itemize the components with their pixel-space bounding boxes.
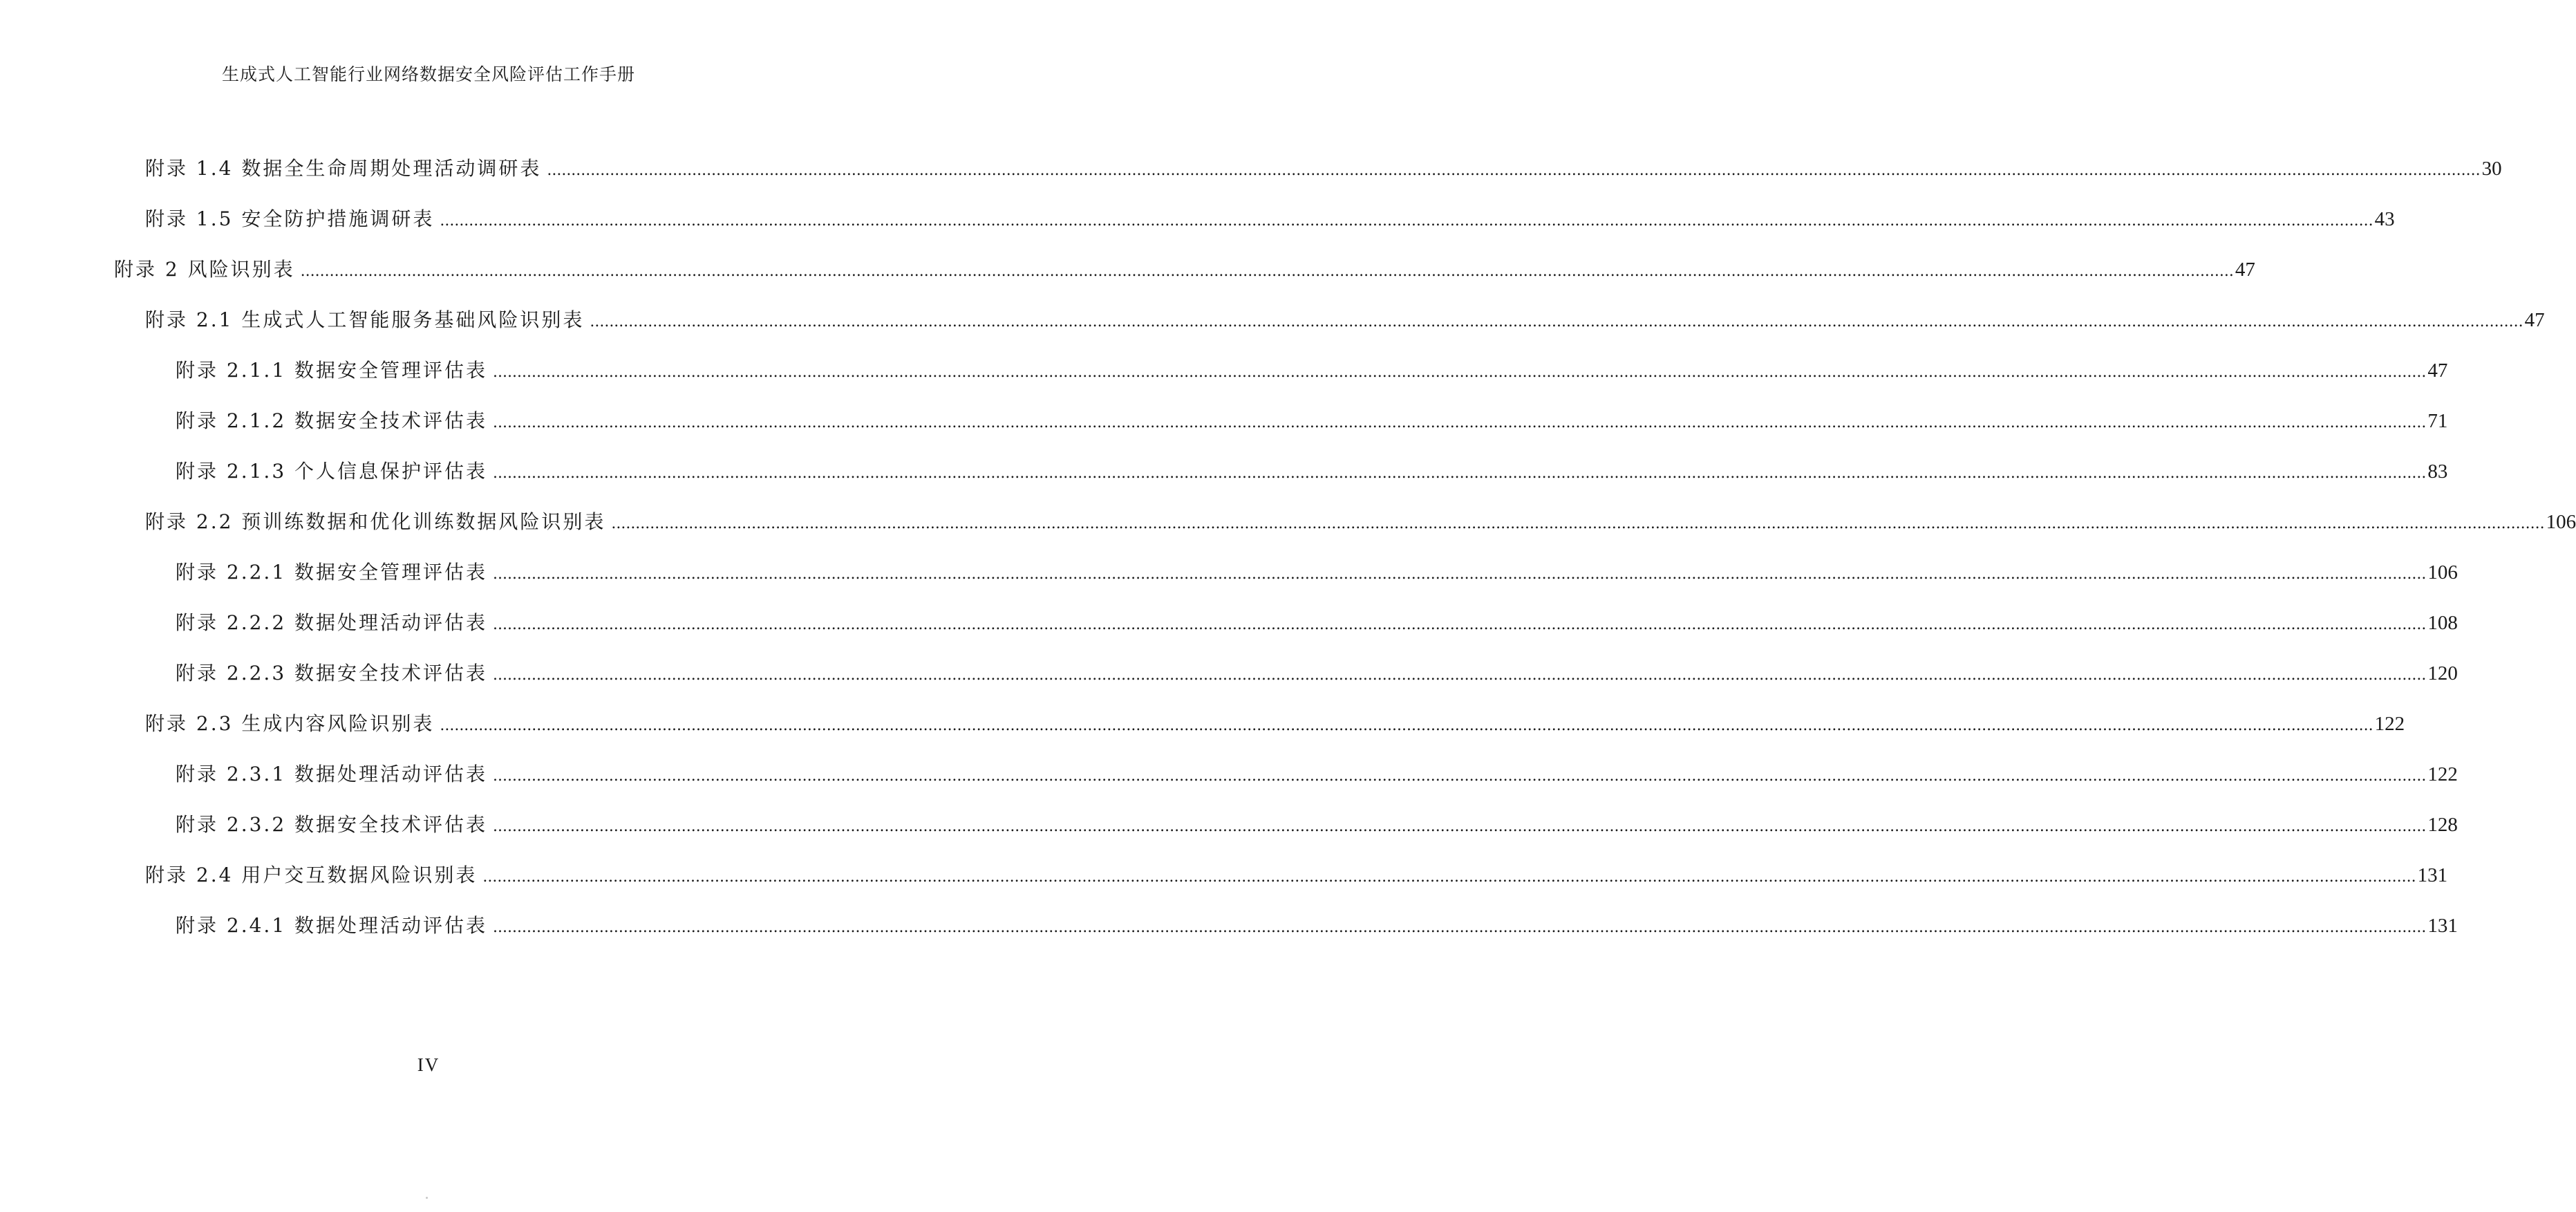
toc-entry[interactable] [145, 204, 2395, 232]
toc-entry-page: 43 [2374, 208, 2395, 230]
toc-entry-page: 71 [2427, 410, 2448, 432]
toc-dot-leader: ................................................................................................................................................................................................................................................................................................................................................................................................................ [482, 868, 2416, 886]
toc-entry[interactable] [176, 406, 2448, 433]
toc-entry[interactable] [176, 658, 2458, 686]
toc-entry-label: 附录 1.4 数据全生命周期处理活动调研表 [145, 157, 542, 180]
toc-entry-page: 122 [2374, 713, 2405, 735]
toc-dot-leader: ................................................................................................................................................................................................................................................................................................................................................................................................................ [493, 414, 2427, 431]
toc-dot-leader: ................................................................................................................................................................................................................................................................................................................................................................................................................ [611, 515, 2545, 532]
toc-entry[interactable] [145, 305, 2545, 333]
toc-entry-page: 47 [2427, 360, 2448, 382]
toc-dot-leader: ................................................................................................................................................................................................................................................................................................................................................................................................................ [547, 162, 2481, 179]
toc-entry-label: 附录 2.3 生成内容风险识别表 [145, 712, 435, 735]
toc-dot-leader: ................................................................................................................................................................................................................................................................................................................................................................................................................ [493, 919, 2427, 936]
toc-entry[interactable] [114, 254, 2255, 282]
toc-entry-page: 106 [2546, 511, 2576, 533]
toc-entry-label: 附录 2.3.1 数据处理活动评估表 [176, 763, 488, 785]
toc-entry-page: 106 [2427, 561, 2458, 584]
toc-entry-page: 108 [2427, 612, 2458, 634]
toc-entry-label: 附录 2.2.2 数据处理活动评估表 [176, 611, 488, 634]
toc-entry-page: 47 [2235, 259, 2255, 281]
page-header-title: 生成式人工智能行业网络数据安全风险评估工作手册 [221, 64, 635, 84]
toc-entry-label: 附录 2.4 用户交互数据风险识别表 [145, 864, 478, 886]
toc-dot-leader: ................................................................................................................................................................................................................................................................................................................................................................................................................ [493, 364, 2427, 381]
toc-entry[interactable] [145, 153, 2502, 181]
scan-dot [426, 1197, 428, 1199]
toc-dot-leader: ................................................................................................................................................................................................................................................................................................................................................................................................................ [590, 313, 2523, 330]
toc-entry-label: 附录 2.1.2 数据安全技术评估表 [176, 409, 488, 432]
toc-entry-page: 122 [2427, 763, 2458, 785]
toc-entry[interactable] [176, 456, 2448, 484]
toc-entry-label: 附录 1.5 安全防护措施调研表 [145, 207, 435, 230]
toc-entry-page: 131 [2417, 864, 2448, 886]
toc-entry[interactable] [176, 608, 2458, 635]
toc-entry-label: 附录 2.2.3 数据安全技术评估表 [176, 662, 488, 684]
toc-entry[interactable] [145, 507, 2576, 534]
toc-entry-page: 131 [2427, 915, 2458, 937]
toc-entry[interactable] [176, 810, 2458, 837]
toc-entry-label: 附录 2.1 生成式人工智能服务基础风险识别表 [145, 308, 585, 331]
toc-entry[interactable] [176, 759, 2458, 787]
toc-entry-label: 附录 2.4.1 数据处理活动评估表 [176, 914, 488, 937]
toc-entry[interactable] [145, 709, 2405, 736]
toc-dot-leader: ................................................................................................................................................................................................................................................................................................................................................................................................................ [493, 666, 2427, 684]
toc-dot-leader: ................................................................................................................................................................................................................................................................................................................................................................................................................ [493, 616, 2427, 633]
toc-entry-label: 附录 2.1.3 个人信息保护评估表 [176, 460, 488, 483]
toc-entry-page: 30 [2481, 158, 2502, 180]
toc-entry-label: 附录 2.2 预训练数据和优化训练数据风险识别表 [145, 510, 606, 533]
toc-entry[interactable] [176, 355, 2448, 383]
page-number: IV [417, 1054, 440, 1075]
toc-entry[interactable] [176, 911, 2458, 938]
toc-entry[interactable] [176, 557, 2458, 585]
toc-entry-label: 附录 2.1.1 数据安全管理评估表 [176, 359, 488, 382]
toc-dot-leader: ................................................................................................................................................................................................................................................................................................................................................................................................................ [493, 767, 2427, 785]
toc-dot-leader: ................................................................................................................................................................................................................................................................................................................................................................................................................ [300, 263, 2234, 280]
toc-entry-label: 附录 2.2.1 数据安全管理评估表 [176, 561, 488, 584]
toc-dot-leader: ................................................................................................................................................................................................................................................................................................................................................................................................................ [440, 212, 2373, 230]
toc-dot-leader: ................................................................................................................................................................................................................................................................................................................................................................................................................ [493, 465, 2427, 482]
toc-entry-page: 128 [2427, 814, 2458, 836]
toc-dot-leader: ................................................................................................................................................................................................................................................................................................................................................................................................................ [493, 566, 2427, 583]
toc-entry[interactable] [145, 860, 2448, 888]
toc-entry-label: 附录 2 风险识别表 [114, 258, 295, 281]
toc-entry-label: 附录 2.3.2 数据安全技术评估表 [176, 813, 488, 836]
toc-dot-leader: ................................................................................................................................................................................................................................................................................................................................................................................................................ [493, 818, 2427, 835]
toc-entry-page: 47 [2524, 309, 2545, 331]
toc-entry-page: 83 [2427, 460, 2448, 483]
toc-dot-leader: ................................................................................................................................................................................................................................................................................................................................................................................................................ [440, 717, 2373, 734]
toc-entry-page: 120 [2427, 662, 2458, 684]
